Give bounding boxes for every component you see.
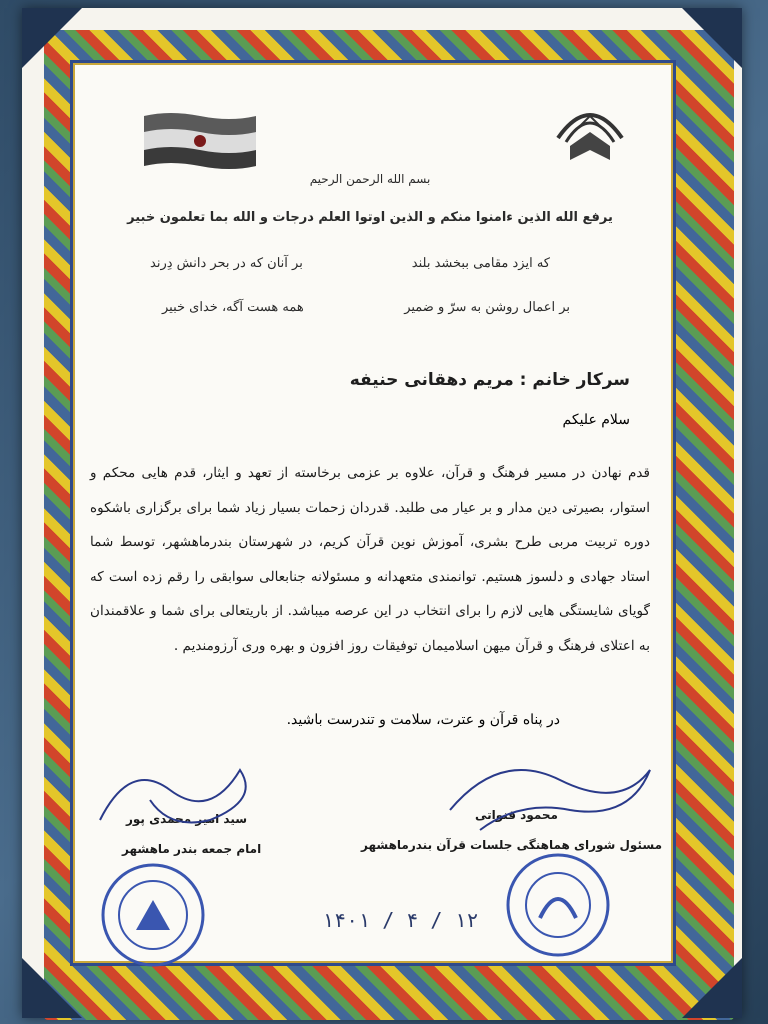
poem-line: بر آنان که در بحر دانش دِرند: [150, 256, 303, 271]
corner-mount: [682, 8, 742, 68]
greeting: سلام علیکم: [562, 412, 630, 428]
signature-icon: [440, 750, 660, 840]
issue-date: ۱۴۰۱ / ۴ / ۱۲: [322, 908, 479, 932]
official-stamp-icon: [498, 850, 618, 960]
signature-icon: [90, 750, 270, 840]
signer-name: محمود قنواتی: [474, 808, 558, 822]
corner-mount: [22, 8, 82, 68]
signer-title: امام جمعه بندر ماهشهر: [122, 842, 262, 856]
closing-line: در پناه قرآن و عترت، سلامت و تندرست باشید.: [286, 712, 560, 728]
recipient-name: سرکار خانم : مریم دهقانی حنیفه: [349, 370, 630, 390]
signer-name: سید امیر محمدی پور: [126, 812, 248, 826]
corner-mount: [682, 958, 742, 1018]
official-stamp-icon: [98, 860, 208, 970]
iran-flag-icon: [140, 110, 260, 172]
certificate-content: [70, 60, 670, 960]
corner-mount: [22, 958, 82, 1018]
quran-emblem-icon: [550, 98, 630, 170]
signer-title: مسئول شورای هماهنگی جلسات قرآن بندرماهشهر: [360, 838, 662, 852]
poem-line: همه هست آگه، خدای خبیر: [162, 300, 304, 315]
poem-line: بر اعمال روشن به سرّ و ضمیر: [404, 300, 570, 315]
certificate-body: قدم نهادن در مسیر فرهنگ و قرآن، علاوه بر عزمی برخاسته از تعهد و ایثار، قدم هایی محکم و استوار، بصیرتی دین مدار و بر عیار می طلبد. قدردان زحمات بسیار زیاد شما برای برگزاری باشکوه دوره تربیت مربی طرح بشری، آموزش نوین قرآن کریم، در شهرستان بندرماهشهر، توسط شما استاد جهادی و دلسوز هستیم. توانمندی متعهدانه و مسئولانه جنابعالی سوابقی را رقم زده است که گویای شایستگی هایی لازم را برای انتخاب در این عرصه میباشد. از باریتعالی برای شما و علاقمندان به اعتلای فرهنگ و قرآن میهن اسلامیمان توفیقات روز افزون و بهره وری آرزومندیم .: [90, 465, 650, 654]
quran-verse: یرفع الله الذین ءامنوا منکم و الذین اوتوا العلم درجات و الله بما تعلمون خبیر: [127, 210, 613, 225]
poem-line: که ایزد مقامی ببخشد بلند: [411, 256, 550, 271]
bismillah: بسم الله الرحمن الرحیم: [309, 172, 431, 186]
